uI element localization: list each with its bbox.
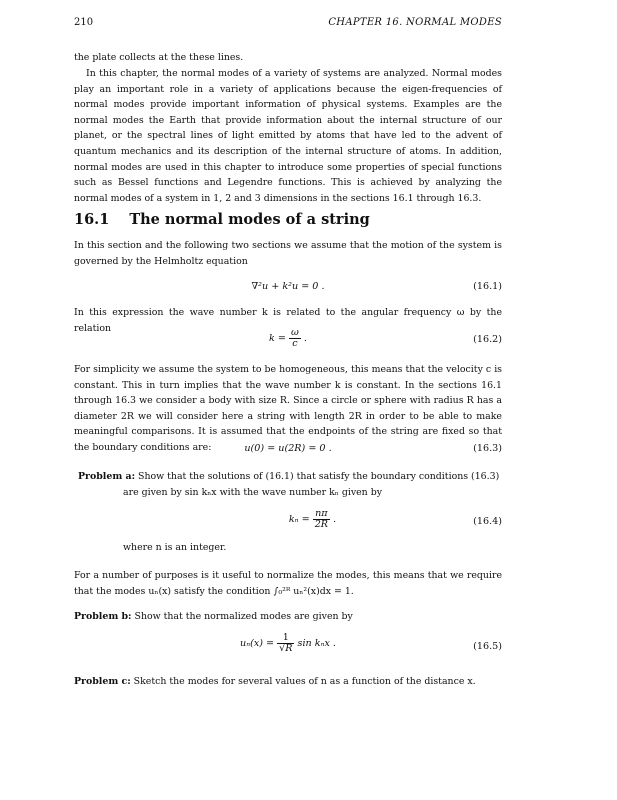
equation-rhs: . [333,514,337,525]
equation-lhs: uₙ(x) = [240,638,275,649]
equation-tag: (16.2) [473,334,502,345]
equation-body: u(0) = u(2R) = 0 . [244,443,332,454]
equation-lhs: k = [269,333,286,344]
problem-a-continuation: are given by sin kₙx with the wave number kₙ given by [123,487,383,498]
fraction-denominator: √R [279,643,293,654]
fraction [277,633,294,654]
problem-a [78,469,502,485]
problem-b [74,609,502,625]
problem-a-note: where n is an integer. [123,542,227,553]
paragraph-intro: In this chapter, the normal modes of a variety of systems are analyzed. Normal modes play an important role in a variety of applications because the eigen-frequencies of normal modes provide important information of physical systems. Examples are the normal modes the Earth that provide information about the internal structure of our planet, or the spectral lines of light emitted by atoms that have led to the advent of quantum mechanics and its description of the internal structure of atoms. In addition, normal modes are used in this chapter to introduce some properties of special functions such as Bessel functions and Legendre functions. This is achieved by analyzing the normal modes of a system in 1, 2 and 3 dimensions in the sections 16.1 through 16.3. [74,68,502,204]
equation-16-2 [74,327,502,353]
equation-tag: (16.4) [473,516,502,527]
problem-b-text: Show that the normalized modes are given by [134,611,353,622]
section-heading [74,211,370,228]
problem-c-label: Problem c: [74,676,131,687]
section-title: The normal modes of a string [129,211,370,228]
equation-16-5 [74,632,502,662]
problem-a-text: Show that the solutions of (16.1) that satisfy the boundary conditions (16.3) [138,471,500,482]
fraction-denominator: c [292,338,298,349]
problem-c [74,674,502,690]
paragraph-wavenumber: In this expression the wave number k is related to the angular frequency ω by the relation [74,307,502,334]
fraction [313,509,330,530]
equation-16-1 [74,278,502,298]
problem-b-label: Problem b: [74,611,132,622]
equation-tag: (16.5) [473,641,502,652]
paragraph-helmholtz: In this section and the following two sections we assume that the motion of the system is governed by the Helmholtz equation [74,240,502,267]
running-header: CHAPTER 16. NORMAL MODES [328,17,502,28]
page-number: 210 [74,17,94,28]
equation-body: ∇²u + k²u = 0 . [251,281,325,292]
section-number: 16.1 [74,211,110,228]
fraction-numerator: nπ [313,509,330,520]
paragraph-homogeneous: For simplicity we assume the system to be homogeneous, this means that the velocity c is constant. This in turn implies that the wave number k is constant. In the sections 16.1 through 16.3 we consider a body with size R. Since a circle or sphere with radius R has a diameter 2R we will consider here a string with length 2R in order to be able to make meaningful comparisons. It is assumed that the endpoints of the string are fixed so that the boundary conditions are: [74,364,502,453]
equation-16-3 [74,440,502,460]
paragraph-normalize: For a number of purposes is it useful to normalize the modes, this means that we require that the modes uₙ(x) satisfy the condition ∫₀²ᴿ uₙ²(x)dx = 1. [74,570,502,597]
problem-c-text: Sketch the modes for several values of n as a function of the distance x. [133,676,476,687]
problem-a-label: Problem a: [78,471,136,482]
fraction-numerator: ω [291,327,299,338]
equation-rhs: sin kₙx . [297,638,336,649]
paragraph-continuation: the plate collects at the these lines. [74,52,244,63]
equation-16-4 [123,508,502,536]
fraction [289,328,301,349]
fraction-numerator: 1 [277,633,294,644]
fraction-denominator: 2R [314,519,329,530]
equation-tag: (16.3) [473,443,502,454]
equation-rhs: . [303,333,307,344]
equation-lhs: kₙ = [288,514,310,525]
equation-tag: (16.1) [473,281,502,292]
